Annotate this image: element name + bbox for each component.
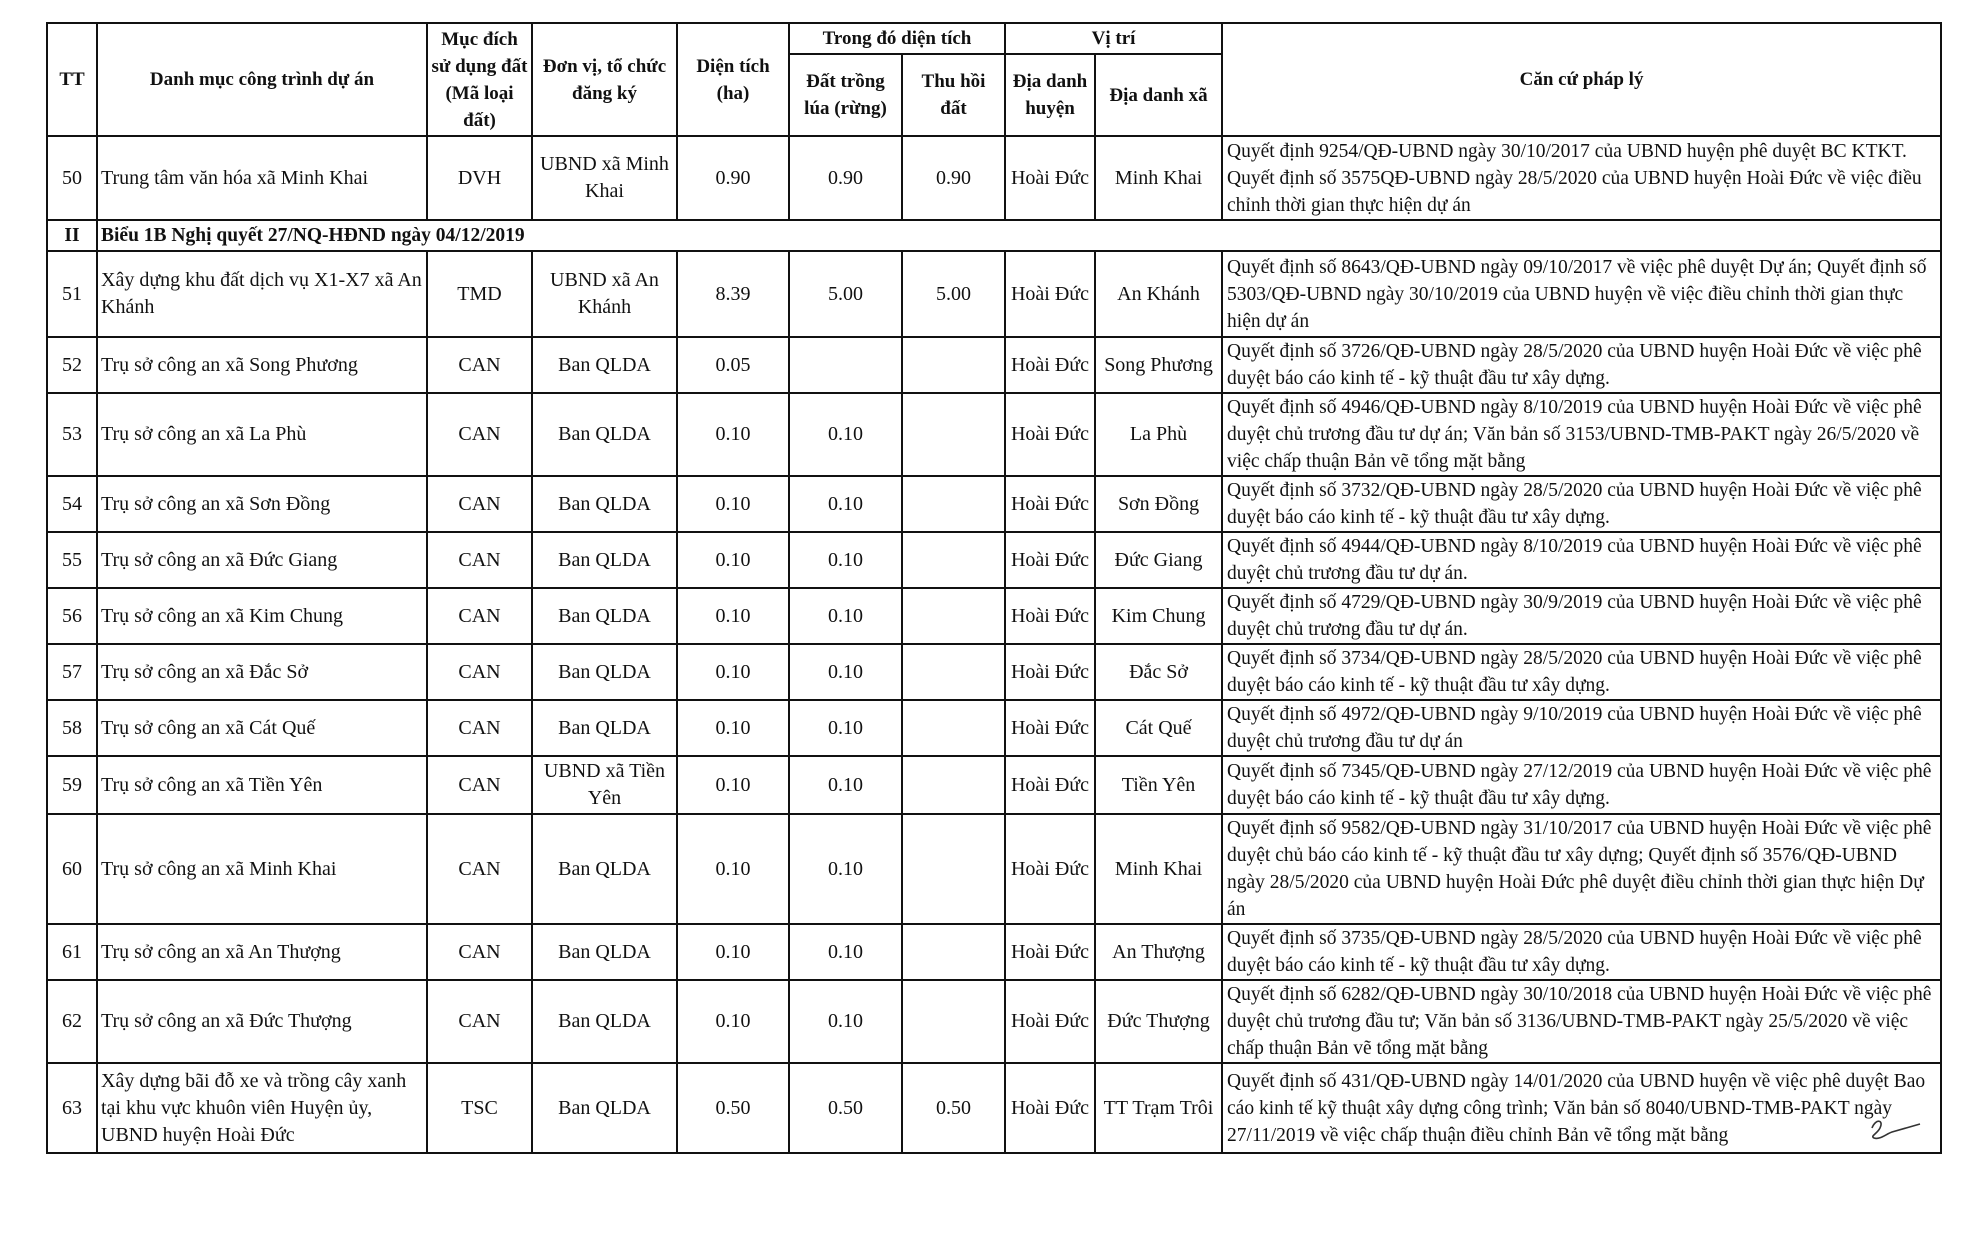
row-tt: 53: [47, 393, 97, 476]
row-project-name: Trụ sở công an xã An Thượng: [97, 924, 427, 980]
row-land-code: CAN: [427, 393, 532, 476]
row-registering-unit: UBND xã An Khánh: [532, 251, 677, 337]
header-tt: TT: [47, 23, 97, 136]
row-legal-basis: Quyết định số 3732/QĐ-UBND ngày 28/5/2020 của UBND huyện Hoài Đức về việc phê duyệt báo cáo kinh tế - kỹ thuật đầu tư xây dựng.: [1222, 476, 1941, 532]
table-row: [47, 532, 1941, 588]
row-land-recovery: 0.90: [902, 136, 1005, 220]
row-district: Hoài Đức: [1005, 393, 1095, 476]
row-area: 0.10: [677, 980, 789, 1063]
row-district: Hoài Đức: [1005, 476, 1095, 532]
row-legal-basis: Quyết định số 8643/QĐ-UBND ngày 09/10/2017 về việc phê duyệt Dự án; Quyết định số 5303/QĐ-UBND ngày 30/10/2019 của UBND huyện về việc điều chỉnh thời gian thực hiện dự án: [1222, 251, 1941, 337]
row-legal-basis: Quyết định số 9582/QĐ-UBND ngày 31/10/2017 của UBND huyện Hoài Đức về việc phê duyệt chủ báo cáo kinh tế - kỹ thuật đầu tư xây dựng; Quyết định số 3576/QĐ-UBND ngày 28/5/2020 của UBND huyện Hoài Đức phê duyệt điều chỉnh thời gian thực hiện Dự án: [1222, 814, 1941, 924]
row-land-recovery: 5.00: [902, 251, 1005, 337]
row-legal-basis: Quyết định số 3726/QĐ-UBND ngày 28/5/2020 của UBND huyện Hoài Đức về việc phê duyệt báo cáo kinh tế - kỹ thuật đầu tư xây dựng.: [1222, 337, 1941, 393]
section-row: [47, 220, 1941, 251]
row-rice-land: [789, 337, 902, 393]
row-land-code: CAN: [427, 476, 532, 532]
row-area: 0.10: [677, 924, 789, 980]
section-number: II: [47, 220, 97, 251]
row-district: Hoài Đức: [1005, 588, 1095, 644]
row-legal-basis: Quyết định số 4946/QĐ-UBND ngày 8/10/2019 của UBND huyện Hoài Đức về việc phê duyệt chủ trương đầu tư dự án; Văn bản số 3153/UBND-TMB-PAKT ngày 26/5/2020 về việc chấp thuận Bản vẽ tổng mặt bằng: [1222, 393, 1941, 476]
row-rice-land: 0.10: [789, 393, 902, 476]
row-legal-basis: Quyết định số 3734/QĐ-UBND ngày 28/5/2020 của UBND huyện Hoài Đức về việc phê duyệt báo cáo kinh tế - kỹ thuật đầu tư xây dựng.: [1222, 644, 1941, 700]
row-rice-land: 0.10: [789, 814, 902, 924]
row-project-name: Trụ sở công an xã Song Phương: [97, 337, 427, 393]
row-area: 0.50: [677, 1063, 789, 1153]
row-legal-basis: Quyết định số 3735/QĐ-UBND ngày 28/5/2020 của UBND huyện Hoài Đức về việc phê duyệt báo cáo kinh tế - kỹ thuật đầu tư xây dựng.: [1222, 924, 1941, 980]
row-land-recovery: [902, 532, 1005, 588]
row-project-name: Xây dựng bãi đỗ xe và trồng cây xanh tại khu vực khuôn viên Huyện ủy, UBND huyện Hoài Đức: [97, 1063, 427, 1153]
row-tt: 55: [47, 532, 97, 588]
row-area: 0.10: [677, 700, 789, 756]
row-land-recovery: [902, 814, 1005, 924]
row-tt: 58: [47, 700, 97, 756]
row-registering-unit: Ban QLDA: [532, 644, 677, 700]
header-area: Diện tích (ha): [677, 23, 789, 136]
row-commune: Tiền Yên: [1095, 756, 1222, 814]
row-area: 0.10: [677, 532, 789, 588]
header-registering-unit: Đơn vị, tổ chức đăng ký: [532, 23, 677, 136]
handwritten-initials: [1866, 1114, 1926, 1142]
row-registering-unit: Ban QLDA: [532, 1063, 677, 1153]
row-rice-land: 0.10: [789, 588, 902, 644]
row-land-recovery: [902, 588, 1005, 644]
row-rice-land: 0.10: [789, 980, 902, 1063]
row-tt: 59: [47, 756, 97, 814]
row-land-recovery: [902, 393, 1005, 476]
row-rice-land: 0.10: [789, 476, 902, 532]
row-area: 0.05: [677, 337, 789, 393]
table-row: [47, 644, 1941, 700]
row-rice-land: 5.00: [789, 251, 902, 337]
row-legal-basis: Quyết định số 7345/QĐ-UBND ngày 27/12/2019 của UBND huyện Hoài Đức về việc phê duyệt báo cáo kinh tế - kỹ thuật đầu tư xây dựng.: [1222, 756, 1941, 814]
row-district: Hoài Đức: [1005, 136, 1095, 220]
row-area: 0.10: [677, 476, 789, 532]
table-row: [47, 700, 1941, 756]
row-legal-basis: Quyết định số 4972/QĐ-UBND ngày 9/10/2019 của UBND huyện Hoài Đức về việc phê duyệt chủ trương đầu tư dự án: [1222, 700, 1941, 756]
row-commune: Đắc Sở: [1095, 644, 1222, 700]
section-title: Biểu 1B Nghị quyết 27/NQ-HĐND ngày 04/12/2019: [97, 220, 1941, 251]
row-registering-unit: Ban QLDA: [532, 980, 677, 1063]
row-area: 0.10: [677, 588, 789, 644]
row-commune: Minh Khai: [1095, 136, 1222, 220]
document-page: [46, 22, 1940, 1154]
row-commune: TT Trạm Trôi: [1095, 1063, 1222, 1153]
row-district: Hoài Đức: [1005, 337, 1095, 393]
row-land-code: CAN: [427, 814, 532, 924]
row-project-name: Trụ sở công an xã Kim Chung: [97, 588, 427, 644]
table-row: [47, 814, 1941, 924]
row-rice-land: 0.50: [789, 1063, 902, 1153]
row-land-code: CAN: [427, 924, 532, 980]
table-row: [47, 588, 1941, 644]
row-registering-unit: Ban QLDA: [532, 532, 677, 588]
table-header: [47, 23, 1941, 136]
row-project-name: Trụ sở công an xã Đức Thượng: [97, 980, 427, 1063]
row-legal-basis: Quyết định số 431/QĐ-UBND ngày 14/01/2020 của UBND huyện về việc phê duyệt Bao cáo kinh tế kỹ thuật xây dựng công trình; Văn bản số 8040/UBND-TMB-PAKT ngày 27/11/2019 về việc chấp thuận điều chỉnh Bản vẽ tổng mặt bằng: [1222, 1063, 1941, 1153]
row-tt: 50: [47, 136, 97, 220]
row-area: 8.39: [677, 251, 789, 337]
row-registering-unit: UBND xã Tiền Yên: [532, 756, 677, 814]
row-commune: Cát Quế: [1095, 700, 1222, 756]
header-district: Địa danh huyện: [1005, 54, 1095, 136]
row-land-code: TSC: [427, 1063, 532, 1153]
table-row: [47, 756, 1941, 814]
row-land-code: DVH: [427, 136, 532, 220]
table-row: [47, 980, 1941, 1063]
row-project-name: Trụ sở công an xã Đức Giang: [97, 532, 427, 588]
row-registering-unit: UBND xã Minh Khai: [532, 136, 677, 220]
row-land-code: CAN: [427, 644, 532, 700]
row-commune: Đức Giang: [1095, 532, 1222, 588]
row-legal-basis: Quyết định số 6282/QĐ-UBND ngày 30/10/2018 của UBND huyện Hoài Đức về việc phê duyệt chủ trương đầu tư; Văn bản số 3136/UBND-TMB-PAKT ngày 25/5/2020 về việc chấp thuận Bản vẽ tổng mặt bằng: [1222, 980, 1941, 1063]
row-area: 0.10: [677, 814, 789, 924]
header-rice-land: Đất trồng lúa (rừng): [789, 54, 902, 136]
table-body: [47, 136, 1941, 1153]
row-land-recovery: [902, 980, 1005, 1063]
row-registering-unit: Ban QLDA: [532, 814, 677, 924]
row-district: Hoài Đức: [1005, 644, 1095, 700]
row-tt: 52: [47, 337, 97, 393]
row-commune: Sơn Đồng: [1095, 476, 1222, 532]
row-rice-land: 0.90: [789, 136, 902, 220]
header-commune: Địa danh xã: [1095, 54, 1222, 136]
row-commune: Minh Khai: [1095, 814, 1222, 924]
row-area: 0.90: [677, 136, 789, 220]
row-registering-unit: Ban QLDA: [532, 700, 677, 756]
row-registering-unit: Ban QLDA: [532, 924, 677, 980]
row-project-name: Trụ sở công an xã Sơn Đồng: [97, 476, 427, 532]
table-row: [47, 251, 1941, 337]
row-land-code: TMD: [427, 251, 532, 337]
row-district: Hoài Đức: [1005, 700, 1095, 756]
header-land-purpose: Mục đích sử dụng đất (Mã loại đất): [427, 23, 532, 136]
row-rice-land: 0.10: [789, 532, 902, 588]
row-land-recovery: [902, 924, 1005, 980]
header-group-area: Trong đó diện tích: [789, 23, 1005, 54]
row-land-code: CAN: [427, 980, 532, 1063]
row-land-code: CAN: [427, 756, 532, 814]
header-legal-basis: Căn cứ pháp lý: [1222, 23, 1941, 136]
header-group-location: Vị trí: [1005, 23, 1222, 54]
row-land-recovery: 0.50: [902, 1063, 1005, 1153]
row-land-code: CAN: [427, 588, 532, 644]
header-project-name: Danh mục công trình dự án: [97, 23, 427, 136]
row-commune: La Phù: [1095, 393, 1222, 476]
row-land-code: CAN: [427, 337, 532, 393]
row-registering-unit: Ban QLDA: [532, 393, 677, 476]
row-district: Hoài Đức: [1005, 814, 1095, 924]
row-land-recovery: [902, 756, 1005, 814]
row-rice-land: 0.10: [789, 644, 902, 700]
row-land-recovery: [902, 700, 1005, 756]
row-district: Hoài Đức: [1005, 924, 1095, 980]
row-registering-unit: Ban QLDA: [532, 588, 677, 644]
land-use-projects-table: [46, 22, 1942, 1154]
row-project-name: Trụ sở công an xã Đắc Sở: [97, 644, 427, 700]
row-commune: Kim Chung: [1095, 588, 1222, 644]
row-district: Hoài Đức: [1005, 980, 1095, 1063]
row-tt: 62: [47, 980, 97, 1063]
row-district: Hoài Đức: [1005, 251, 1095, 337]
table-row: [47, 476, 1941, 532]
row-tt: 60: [47, 814, 97, 924]
row-tt: 51: [47, 251, 97, 337]
table-row: [47, 136, 1941, 220]
table-row: [47, 393, 1941, 476]
row-district: Hoài Đức: [1005, 532, 1095, 588]
row-area: 0.10: [677, 644, 789, 700]
row-area: 0.10: [677, 393, 789, 476]
row-legal-basis: Quyết định số 4729/QĐ-UBND ngày 30/9/2019 của UBND huyện Hoài Đức về việc phê duyệt chủ trương đầu tư dự án.: [1222, 588, 1941, 644]
row-legal-basis: Quyết định số 4944/QĐ-UBND ngày 8/10/2019 của UBND huyện Hoài Đức về việc phê duyệt chủ trương đầu tư dự án.: [1222, 532, 1941, 588]
row-rice-land: 0.10: [789, 756, 902, 814]
row-legal-basis: Quyết định 9254/QĐ-UBND ngày 30/10/2017 của UBND huyện phê duyệt BC KTKT. Quyết định số 3575QĐ-UBND ngày 28/5/2020 của UBND huyện Hoài Đức về việc điều chỉnh thời gian thực hiện dự án: [1222, 136, 1941, 220]
row-project-name: Trụ sở công an xã Cát Quế: [97, 700, 427, 756]
row-commune: An Khánh: [1095, 251, 1222, 337]
row-tt: 63: [47, 1063, 97, 1153]
header-land-recovery: Thu hồi đất: [902, 54, 1005, 136]
row-land-recovery: [902, 644, 1005, 700]
row-tt: 56: [47, 588, 97, 644]
row-tt: 61: [47, 924, 97, 980]
row-district: Hoài Đức: [1005, 1063, 1095, 1153]
row-registering-unit: Ban QLDA: [532, 476, 677, 532]
row-commune: An Thượng: [1095, 924, 1222, 980]
table-row: [47, 337, 1941, 393]
row-project-name: Trụ sở công an xã Tiền Yên: [97, 756, 427, 814]
row-project-name: Xây dựng khu đất dịch vụ X1-X7 xã An Khánh: [97, 251, 427, 337]
table-row: [47, 1063, 1941, 1153]
row-project-name: Trụ sở công an xã Minh Khai: [97, 814, 427, 924]
row-commune: Song Phương: [1095, 337, 1222, 393]
row-registering-unit: Ban QLDA: [532, 337, 677, 393]
row-district: Hoài Đức: [1005, 756, 1095, 814]
row-land-code: CAN: [427, 700, 532, 756]
row-area: 0.10: [677, 756, 789, 814]
row-land-recovery: [902, 337, 1005, 393]
row-tt: 54: [47, 476, 97, 532]
row-land-code: CAN: [427, 532, 532, 588]
row-rice-land: 0.10: [789, 700, 902, 756]
row-tt: 57: [47, 644, 97, 700]
row-commune: Đức Thượng: [1095, 980, 1222, 1063]
table-row: [47, 924, 1941, 980]
row-project-name: Trung tâm văn hóa xã Minh Khai: [97, 136, 427, 220]
row-project-name: Trụ sở công an xã La Phù: [97, 393, 427, 476]
row-land-recovery: [902, 476, 1005, 532]
row-rice-land: 0.10: [789, 924, 902, 980]
